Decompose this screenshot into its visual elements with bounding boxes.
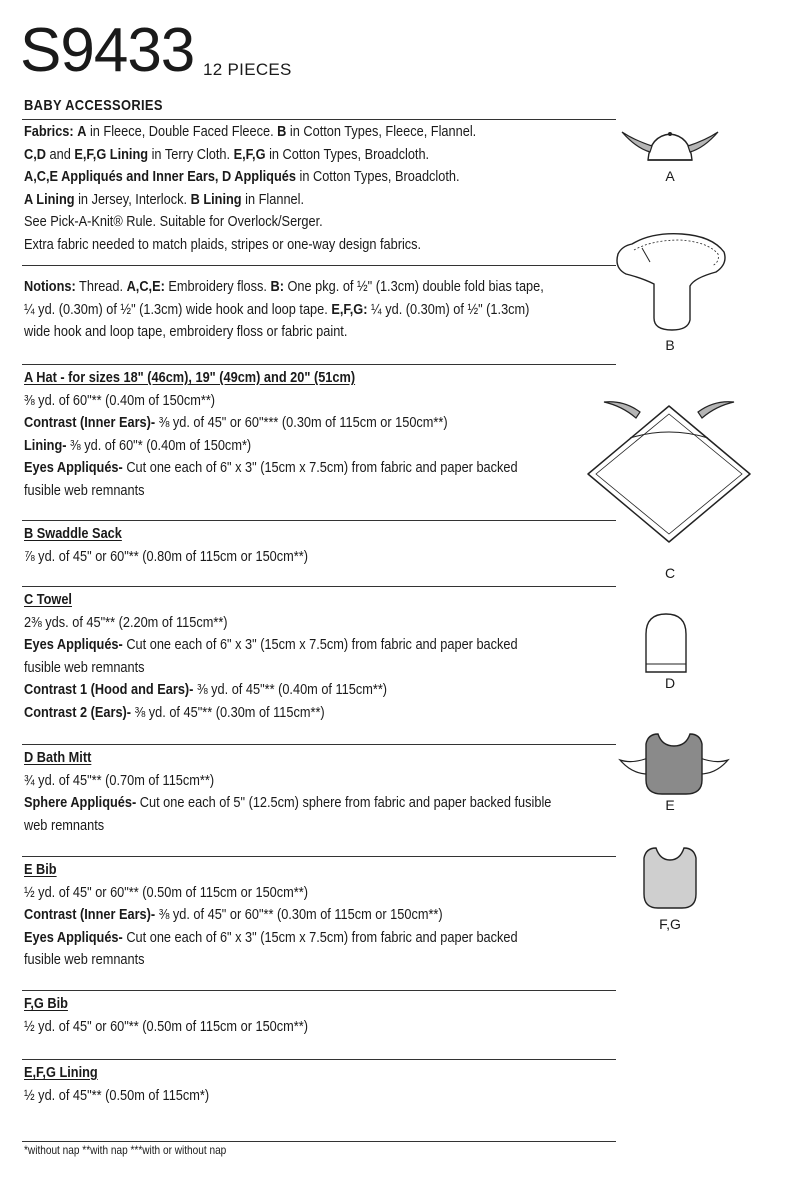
illustration-label-d: D — [664, 675, 676, 691]
yardage-line — [24, 435, 578, 458]
fabrics-line-2 — [24, 144, 578, 167]
yardage-line — [24, 546, 578, 569]
text: Cut one each of 6" x 3" (15cm x 7.5cm) from fabric and paper backed — [122, 459, 518, 476]
text: ½ yd. of 45" or 60"** (0.50m of 115cm or 150cm**) — [24, 1017, 308, 1035]
item-label: Contrast 1 (Hood and Ears)- — [24, 681, 194, 698]
towel-illustration — [580, 392, 758, 562]
notions-section — [24, 276, 684, 344]
illustration-label-a: A — [665, 168, 675, 184]
view-code: A — [77, 123, 87, 140]
yardage-line — [24, 679, 578, 702]
section-c-towel — [24, 589, 684, 724]
divider — [22, 856, 616, 857]
text: in Fleece, Double Faced Fleece. — [86, 123, 278, 140]
yardage-line — [24, 457, 578, 480]
text: ⅜ yd. of 45"** (0.40m of 115cm**) — [193, 681, 388, 698]
divider — [22, 990, 616, 991]
hat-illustration — [620, 118, 720, 170]
yardage-line — [24, 927, 578, 950]
section-title: C Towel — [24, 591, 72, 608]
yardage-line — [24, 1085, 578, 1108]
view-code: B Lining — [190, 190, 242, 208]
illustration-label-e: E — [665, 797, 675, 813]
item-label: Eyes Appliqués- — [24, 459, 123, 476]
item-label: Contrast (Inner Ears)- — [24, 414, 156, 431]
text: 2⅜ yds. of 45"** (2.20m of 115cm**) — [24, 613, 228, 631]
item-label: Contrast 2 (Ears)- — [24, 703, 132, 721]
text: ¼ yd. (0.30m) of ½" (1.3cm) wide hook and loop tape. — [24, 300, 332, 318]
fabrics-line-3 — [24, 166, 578, 189]
text: wide hook and loop tape, embroidery floss or fabric paint. — [24, 323, 348, 340]
view-code: E,F,G — [233, 145, 266, 163]
text: in Flannel. — [241, 190, 305, 208]
view-code: E,F,G: — [331, 300, 368, 318]
view-code: A,C,E Appliqués and Inner Ears, D Appliqués — [24, 168, 296, 185]
notions-line-2 — [24, 299, 578, 322]
text: and — [45, 145, 75, 163]
illustration-label-fg: F,G — [659, 916, 681, 932]
text: Cut one each of 6" x 3" (15cm x 7.5cm) from fabric and paper backed — [122, 928, 518, 946]
view-code: B: — [270, 278, 284, 295]
text: in Cotton Types, Broadcloth. — [265, 145, 430, 163]
yardage-line — [24, 634, 578, 657]
item-label: Eyes Appliqués- — [24, 928, 123, 946]
text: ⅞ yd. of 45" or 60"** (0.80m of 115cm or 150cm**) — [24, 547, 308, 565]
section-e-bib — [24, 859, 684, 972]
text: in Jersey, Interlock. — [74, 190, 191, 208]
yardage-line — [24, 390, 578, 413]
text: fusible web remnants — [24, 481, 145, 499]
text: ⅜ yd. of 60"* (0.40m of 150cm*) — [66, 436, 252, 454]
yardage-line — [24, 949, 578, 972]
yardage-line — [24, 612, 578, 635]
section-fg-bib — [24, 993, 684, 1038]
view-code: C,D — [24, 145, 46, 163]
text: in Cotton Types, Broadcloth. — [295, 168, 460, 185]
fabrics-line-1 — [24, 121, 578, 144]
text: fusible web remnants — [24, 951, 145, 968]
illustration-label-c: C — [664, 565, 676, 581]
fabrics-line-4 — [24, 189, 578, 212]
text: ½ yd. of 45"** (0.50m of 115cm*) — [24, 1086, 210, 1104]
text: in Cotton Types, Fleece, Flannel. — [286, 123, 477, 140]
divider — [22, 586, 616, 587]
fabrics-section — [24, 121, 684, 256]
yardage-line — [24, 882, 578, 905]
yardage-line — [24, 480, 578, 503]
divider — [22, 265, 616, 266]
notions-label: Notions: — [24, 278, 76, 295]
view-code: B — [277, 123, 287, 140]
divider — [22, 1141, 616, 1142]
text: See Pick-A-Knit® Rule. Suitable for Overlock/Serger. — [24, 213, 323, 230]
item-label: Sphere Appliqués- — [24, 794, 137, 811]
yardage-line — [24, 770, 578, 793]
view-code: A Lining — [24, 190, 75, 208]
text: ⅜ yd. of 45" or 60"*** (0.30m of 115cm or 150cm**) — [155, 414, 448, 431]
section-title: A Hat - for sizes 18" (46cm), 19" (49cm) and 20" (51cm) — [24, 369, 356, 386]
notions-line-3 — [24, 321, 578, 344]
category-title: BABY ACCESSORIES — [24, 97, 163, 114]
section-title: F,G Bib — [24, 995, 68, 1012]
yardage-line — [24, 792, 578, 815]
text: fusible web remnants — [24, 658, 145, 676]
fabrics-line-5 — [24, 211, 578, 234]
text: Cut one each of 5" (12.5cm) sphere from fabric and paper backed fusible — [136, 794, 552, 811]
text: ¾ yd. of 45"** (0.70m of 115cm**) — [24, 771, 215, 789]
divider — [22, 119, 616, 120]
section-title: E,F,G Lining — [24, 1064, 98, 1081]
text: Extra fabric needed to match plaids, stripes or one-way design fabrics. — [24, 235, 422, 253]
divider — [22, 1059, 616, 1060]
swaddle-sack-illustration — [612, 228, 732, 333]
text: web remnants — [24, 816, 105, 834]
divider — [22, 744, 616, 745]
text: ¼ yd. (0.30m) of ½" (1.3cm) — [367, 300, 530, 318]
divider — [22, 364, 616, 365]
section-title: B Swaddle Sack — [24, 525, 122, 542]
view-code: A,C,E: — [126, 278, 165, 295]
illustration-label-b: B — [665, 337, 675, 353]
yardage-line — [24, 815, 578, 838]
text: ⅜ yd. of 60"** (0.40m of 150cm**) — [24, 391, 216, 409]
pieces-count: 12 PIECES — [203, 60, 292, 79]
item-label: Eyes Appliqués- — [24, 636, 123, 653]
yardage-line — [24, 657, 578, 680]
fabrics-line-6 — [24, 234, 578, 257]
yardage-line — [24, 412, 578, 435]
yardage-line — [24, 904, 578, 927]
text: ⅜ yd. of 45" or 60"** (0.30m of 115cm or 150cm**) — [155, 906, 443, 923]
section-title: E Bib — [24, 861, 57, 878]
section-title: D Bath Mitt — [24, 749, 92, 766]
text: Cut one each of 6" x 3" (15cm x 7.5cm) from fabric and paper backed — [122, 636, 518, 653]
bib-e-illustration — [618, 730, 730, 798]
divider — [22, 520, 616, 521]
pattern-number: S9433 — [20, 16, 195, 85]
item-label: Contrast (Inner Ears)- — [24, 906, 156, 923]
footnote: *without nap **with nap ***with or without nap — [24, 1143, 227, 1157]
bath-mitt-illustration — [642, 612, 690, 674]
notions-line-1 — [24, 276, 578, 299]
text: in Terry Cloth. — [148, 145, 234, 163]
item-label: Lining- — [24, 436, 67, 454]
text: ⅜ yd. of 45"** (0.30m of 115cm**) — [131, 703, 325, 721]
yardage-line — [24, 702, 578, 725]
section-efg-lining — [24, 1062, 684, 1107]
text: Embroidery floss. — [164, 278, 271, 295]
section-d-bath-mitt — [24, 747, 684, 837]
bib-fg-illustration — [640, 844, 700, 912]
text: Thread. — [75, 278, 127, 295]
fabrics-label: Fabrics: — [24, 123, 74, 140]
yardage-line — [24, 1016, 578, 1039]
view-code: E,F,G Lining — [74, 145, 149, 163]
text: ½ yd. of 45" or 60"** (0.50m of 115cm or 150cm**) — [24, 883, 308, 901]
text: One pkg. of ½" (1.3cm) double fold bias tape, — [283, 278, 544, 295]
